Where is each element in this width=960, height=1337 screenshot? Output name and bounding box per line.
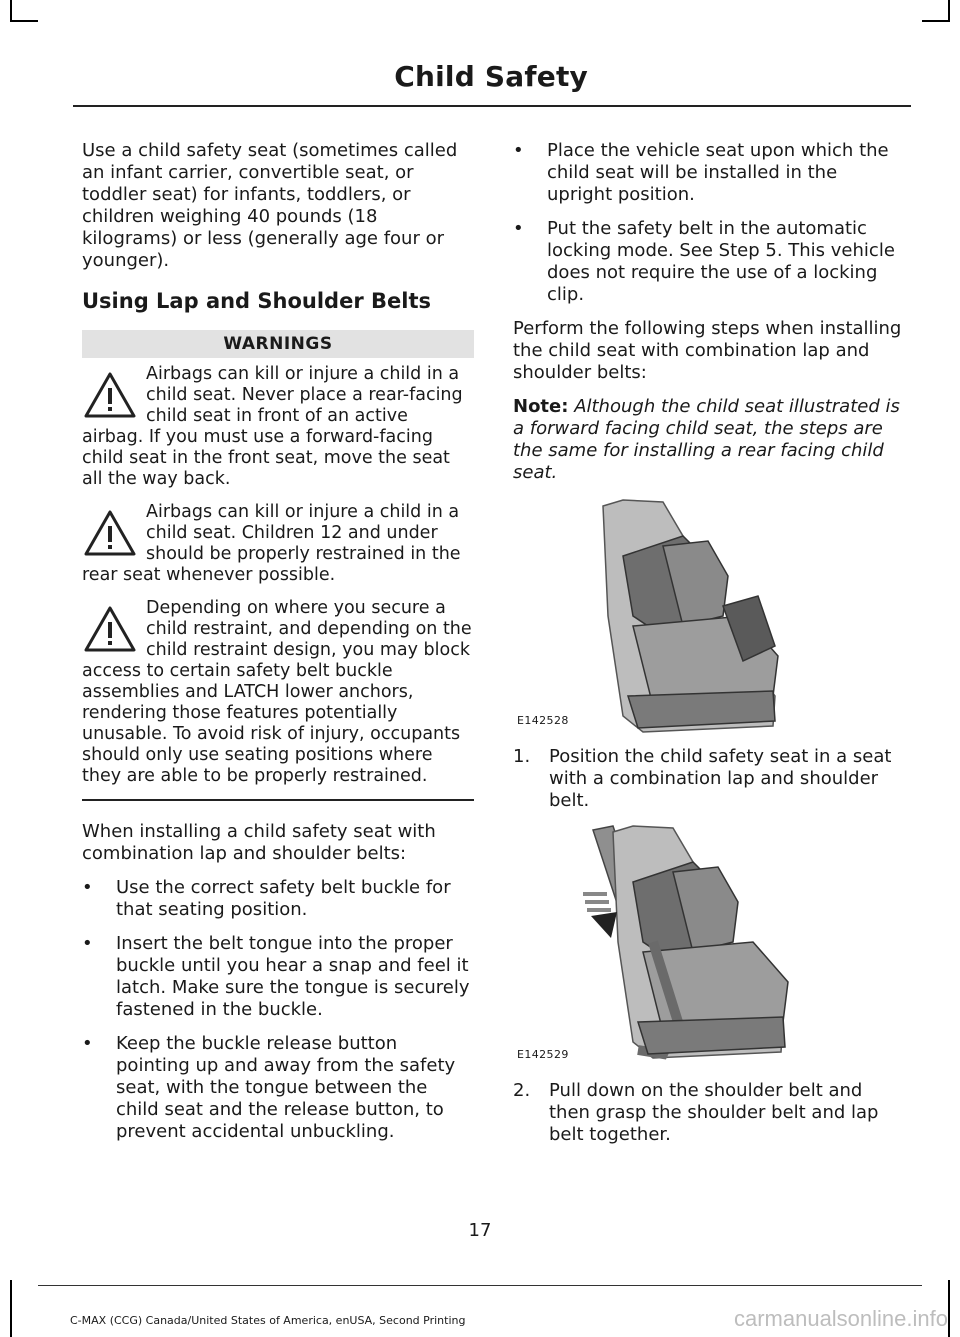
warning-item [82, 364, 474, 490]
warning-item [82, 598, 474, 787]
step-text: Position the child safety seat in a seat with a combination lap and shoulder belt. [549, 746, 892, 811]
list-item: • Place the vehicle seat upon which the child seat will be installed in the upright position. [513, 140, 907, 206]
warning-text: Airbags can kill or injure a child in a child seat. Never place a rear-facing child seat in front of an active airbag. If you must use a forward-facing child seat in the front seat, move the seat all the way back. [82, 364, 463, 489]
section-heading: Using Lap and Shoulder Belts [82, 289, 431, 313]
warnings-end-divider [82, 799, 474, 801]
page-title: Child Safety [394, 60, 588, 93]
step-text: Pull down on the shoulder belt and then grasp the shoulder belt and lap belt together. [549, 1080, 879, 1145]
crop-mark [10, 20, 38, 22]
install-bullets [82, 877, 474, 1143]
crop-mark [10, 1280, 12, 1337]
list-item [513, 1080, 907, 1146]
crop-mark [948, 1280, 950, 1337]
warnings-header: WARNINGS [82, 330, 474, 358]
header-divider [73, 105, 911, 107]
note-label: Note: [513, 396, 569, 417]
list-item: • Use the correct safety belt buckle for that seating position. [82, 877, 474, 921]
crop-mark [948, 0, 950, 20]
intro-paragraph: Use a child safety seat (sometimes called an infant carrier, convertible seat, or toddler seat) for infants, toddlers, or children weighing 40 pounds (18 kilograms) or less (generally age four or younger). [82, 140, 458, 271]
list-item: • Insert the belt tongue into the proper buckle until you hear a snap and feel it latch. Make sure the tongue is securely fastened in the buckle. [82, 933, 474, 1021]
watermark: carmanualsonline.info [733, 1306, 948, 1331]
steps-intro: Perform the following steps when installing the child seat with combination lap and shoulder belts: [513, 318, 902, 383]
page-number: 17 [468, 1220, 492, 1241]
footer-text: C-MAX (CCG) Canada/United States of America, enUSA, Second Printing [70, 1314, 466, 1327]
steps-list [513, 1080, 907, 1146]
child-seat-figure [513, 496, 907, 736]
shoulder-belt-illustration [513, 822, 907, 1070]
warning-item [82, 502, 474, 586]
list-item: • Keep the buckle release button pointing up and away from the safety seat, with the tongue between the child seat and the release button, to prevent accidental unbuckling. [82, 1033, 474, 1143]
warning-text: Depending on where you secure a child restraint, and depending on the child restraint design, you may block access to certain safety belt buckle assemblies and LATCH lower anchors, rendering those features potentially unusable. To avoid risk of injury, occupants should only use seating positions where they are able to be properly restrained. [82, 598, 472, 786]
figure-id: E142529 [517, 1048, 569, 1061]
note-text: Although the child seat illustrated is a forward facing child seat, the steps are the same for installing a rear facing child seat. [513, 396, 900, 483]
warning-triangle-icon [82, 368, 138, 424]
left-column [82, 140, 474, 1155]
child-seat-illustration [513, 496, 907, 736]
list-item: • Put the safety belt in the automatic locking mode. See Step 5. This vehicle does not require the use of a locking clip. [513, 218, 907, 306]
crop-mark [922, 20, 950, 22]
steps-list [513, 746, 907, 812]
footer-divider [38, 1285, 922, 1286]
step-number: 2. [513, 1080, 531, 1101]
crop-mark [10, 0, 12, 20]
prep-bullets [513, 140, 907, 306]
note [513, 396, 907, 484]
right-column [513, 140, 907, 1156]
list-item [513, 746, 907, 812]
step-number: 1. [513, 746, 531, 767]
arrow-down-icon [583, 892, 617, 938]
install-intro: When installing a child safety seat with combination lap and shoulder belts: [82, 821, 436, 864]
warning-triangle-icon [82, 506, 138, 562]
shoulder-belt-figure [513, 822, 907, 1070]
figure-id: E142528 [517, 714, 569, 727]
warning-triangle-icon [82, 602, 138, 658]
warning-text: Airbags can kill or injure a child in a child seat. Children 12 and under should be properly restrained in the rear seat whenever possible. [82, 502, 461, 585]
